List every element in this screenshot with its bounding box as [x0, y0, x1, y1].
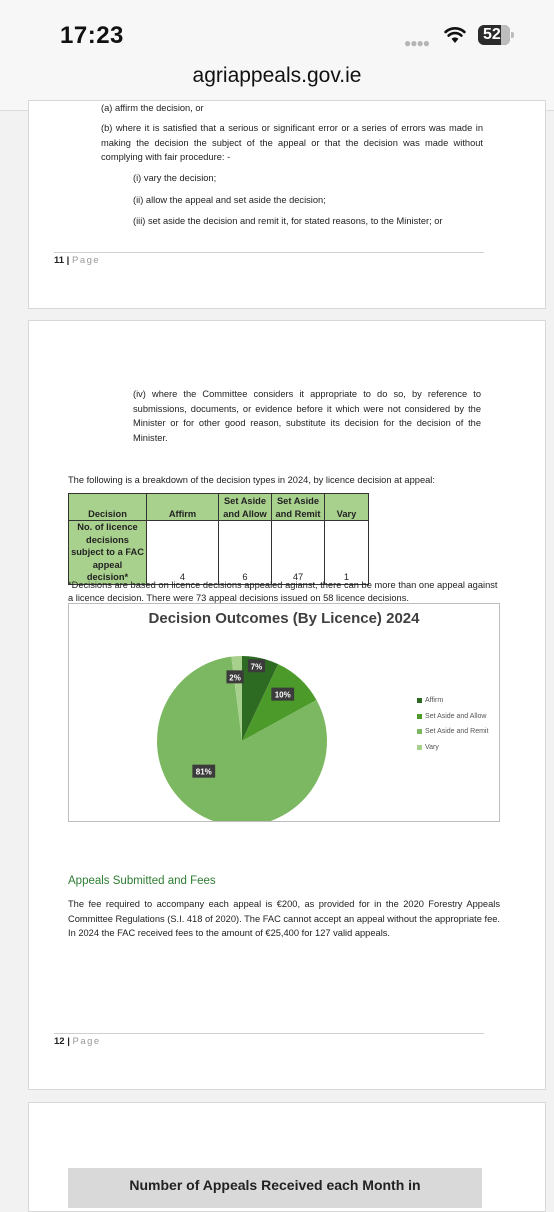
legend-item [417, 712, 488, 728]
page-number: 11 [54, 255, 65, 266]
page-number: 12 [54, 1036, 65, 1047]
decision-table [68, 493, 369, 585]
list-item-ii: (ii) allow the appeal and set aside the decision; [133, 195, 326, 205]
address-bar-url[interactable]: agriappeals.gov.ie [192, 64, 362, 87]
legend-swatch [417, 714, 422, 719]
document-page-12 [28, 320, 546, 1090]
table-header: Set Aside and Allow [219, 494, 272, 521]
table-header: Decision [69, 494, 147, 521]
clause-a: (a) affirm the decision, or [101, 103, 204, 113]
list-item-i: (i) vary the decision; [133, 173, 217, 183]
chart-title: Decision Outcomes (By Licence) 2024 [148, 610, 420, 627]
breakdown-intro: The following is a breakdown of the decision types in 2024, by licence decision at appeal: [68, 475, 435, 485]
svg-text:7%: 7% [250, 662, 263, 672]
table-cell: 1 [325, 521, 369, 585]
browser-status-bar [0, 0, 554, 111]
table-header: Vary [325, 494, 369, 521]
next-chart-title: Number of Appeals Received each Month in [129, 1177, 421, 1193]
table-row [69, 521, 369, 585]
chart-legend [417, 696, 488, 758]
table-header: Affirm [147, 494, 219, 521]
svg-text:81%: 81% [195, 767, 212, 777]
data-label [271, 688, 294, 701]
table-header: Set Aside and Remit [272, 494, 325, 521]
document-page-11 [28, 100, 546, 309]
legend-label: Affirm [425, 697, 444, 704]
legend-label: Set Aside and Remit [425, 728, 489, 735]
data-label [192, 765, 215, 778]
table-cell: 4 [147, 521, 219, 585]
legend-swatch [417, 729, 422, 734]
table-cell: 47 [272, 521, 325, 585]
page-word: Page [71, 255, 101, 266]
legend-label: Set Aside and Allow [425, 712, 487, 720]
legend-item [417, 727, 488, 743]
clock-time: 17:23 [60, 22, 124, 49]
svg-text:10%: 10% [274, 690, 291, 700]
data-label [248, 659, 265, 672]
table-row-label: No. of licence decisions subject to a FAC appeal decision* [69, 521, 147, 585]
footer-rule [54, 1033, 484, 1034]
wifi-icon [444, 26, 466, 44]
page-footer: 11 | Page [54, 255, 101, 266]
battery-icon [478, 25, 510, 45]
list-item-iv: (iv) where the Committee considers it appropriate to do so, by reference to submissions, documents, or evidence before it which were not considered by the Minister or for other good reason, substitute its decision for the decision of the Minister. [133, 389, 481, 443]
table-header-row [69, 494, 369, 521]
signal-icon: ●●●● [404, 36, 429, 50]
page-footer: 12 | Page [54, 1036, 101, 1047]
section-heading: Appeals Submitted and Fees [68, 875, 216, 887]
page-word: Page [72, 1036, 101, 1047]
legend-item [417, 743, 488, 759]
legend-swatch [417, 698, 422, 703]
svg-text:2%: 2% [229, 673, 241, 683]
fee-paragraph: The fee required to accompany each appeal is €200, as provided for in the 2020 Forestry Appeals Committee Regulations (S.I. 418 of 2020). The FAC cannot accept an appeal without the appropriate fee. In 2024 the FAC received fees to the amount of €25,400 for 127 valid appeals. [68, 899, 500, 938]
list-item-iii: (iii) set aside the decision and remit it, for stated reasons, to the Minister; or [133, 216, 443, 226]
battery-level: 52 [483, 26, 501, 43]
footer-rule [54, 252, 484, 253]
pie-chart [68, 603, 500, 822]
legend-swatch [417, 745, 422, 750]
table-footnote: *Decisions are based on licence decisions appealed agianst, there can be more than one appeal against a licence decision. There were 73 appeal decisions issued on 58 licence decisions. [68, 580, 498, 603]
document-page-13 [28, 1102, 546, 1212]
data-label [226, 670, 243, 683]
table-cell: 6 [219, 521, 272, 585]
legend-label: Vary [425, 743, 439, 751]
legend-item [417, 696, 488, 712]
clause-b: (b) where it is satisfied that a serious or significant error or a series of errors was made in making the decision the subject of the appeal or that the decision was made without complying with fair procedure: - [101, 123, 483, 162]
